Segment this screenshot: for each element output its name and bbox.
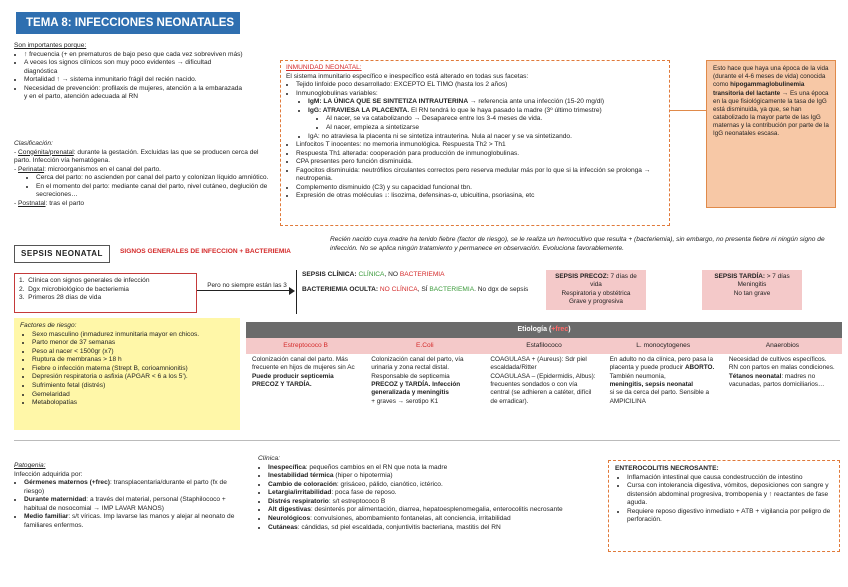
etio-col-header: L. monocytogenes — [636, 342, 691, 349]
riesgo-item: • Peso al nacer < 1500gr (x7) — [32, 348, 234, 357]
etio-text: También neumonía, — [609, 372, 666, 380]
riesgo-item: • Gemelaridad — [32, 391, 234, 400]
entero-heading: ENTEROCOLITIS NECROSANTE: — [615, 465, 719, 472]
section-divider — [14, 440, 840, 441]
sepsis-case: Recién nacido cuya madre ha tenido fiebre (factor de riesgo), se le realiza un hemocultivo que resulta + (bacteriemia), sin embargo, no presenta fiebre ni ningún signo de infección. No se aplica ningún tratamiento y permanece en observación. Evoluciona favorablemente. — [330, 236, 825, 252]
inmunidad-item: • Tejido linfoide poco desarrollado: EXCEPTO EL TIMO (hasta los 2 años) — [296, 81, 664, 90]
riesgo-box — [14, 318, 240, 430]
sepsis-signos: SIGNOS GENERALES DE INFECCION + BACTERIEMIA — [120, 248, 291, 255]
clinica-item: • Cambio de coloración: grisáceo, pálido, cianótico, ictérico. — [268, 481, 598, 490]
clinica-heading: Clínica: — [258, 455, 280, 462]
etio-text: Tétanos neonatal: madres no vacunadas, partos domiciliarios… — [728, 372, 825, 388]
etio-col — [723, 356, 842, 436]
etio-text: Necesidad de cultivos específicos. — [728, 356, 827, 363]
iga-item: • IgA: no atraviesa la placenta ni se sintetiza intrauterina. Nula al nacer y se va sintetizando. — [308, 133, 664, 142]
patogenia-item: • Durante maternidad: a través del material, personal (Staphilococo + habitual de nosocomial → IMP LAVAR MANOS) — [24, 496, 244, 513]
clinica-item: • Alt digestivas: desinterés por alimentación, diarrea, hepatoesplenomegalia, enterocolitis necrosante — [268, 506, 598, 515]
precoz-line: Grave y progresiva — [569, 297, 623, 305]
etio-col-header: Anaerobios — [765, 342, 800, 349]
patogenia-intro: Infección adquirida por: — [14, 470, 83, 478]
clasificacion-section — [14, 140, 276, 209]
etio-text: Puede producir septicemia PRECOZ Y TARDÍA. — [252, 372, 334, 388]
etio-col-header: Estafilococo — [526, 342, 562, 349]
etio-text: si se da cerca del parto. Sensible a AMPICILINA — [609, 389, 710, 405]
intro-item: • Mortalidad ↑ → sistema inmunitario frágil del recién nacido. — [24, 76, 244, 85]
page-title: TEMA 8: INFECCIONES NEONATALES — [16, 12, 240, 34]
clinica-item: • Cutáneas: cándidas, sd piel escaldada, conjuntivitis bacteriana, mastitis del RN — [268, 524, 598, 533]
clinica-item: • Distrés respiratorio: s/t estreptococo B — [268, 498, 598, 507]
etio-text: COAGULASA + (Aureus): Sdr piel escaldada/Ritter — [490, 356, 587, 372]
pero-label: Pero no siempre están las 3 — [205, 282, 289, 290]
riesgo-item: • Sufrimiento fetal (distrés) — [32, 382, 234, 391]
etio-text: meningitis, sepsis neonatal — [609, 380, 694, 388]
etiologia-columns — [246, 338, 842, 354]
sepsis-clinica: SEPSIS CLÍNICA: CLÍNICA, NO BACTERIEMIA — [302, 271, 445, 278]
clinica-item: • Inestabilidad térmica (hiper o hipotermia) — [268, 472, 598, 481]
igg-sub: • Al nacer, se va catabolizando → Desaparece entre los 3-4 meses de vida. — [326, 115, 664, 124]
clinica-item: • Inespecífica: pequeños cambios en el RN que nota la madre — [268, 464, 598, 473]
etio-col — [484, 356, 603, 436]
intro-item: • ↑ frecuencia (+ en prematuros de bajo peso que cada vez sobreviven más) — [24, 51, 244, 60]
intro-heading: Son importantes porque: — [14, 42, 87, 49]
tardia-line: No tan grave — [733, 289, 771, 297]
etiologia-body — [246, 356, 842, 436]
entero-item: • Requiere reposo digestivo inmediato + ATB + vigilancia por peligro de perforación. — [627, 508, 833, 525]
patogenia-heading: Patogenia: — [14, 462, 46, 469]
igg-sub: • Al nacer, empieza a sintetizarse — [326, 124, 664, 133]
criteria-item: 1. Clínica con signos generales de infección — [19, 277, 150, 284]
inmunidad-item: • Fagocitos disminuida: neutrófilos circulantes correctos pero reserva medular más por lo que si la infección se prolonga → neutropenia. — [296, 167, 664, 184]
inmunidad-item: • Expresión de otras moléculas ↓: lisozima, defensinas-α, ubicuitina, psoriasina, etc — [296, 192, 664, 201]
etio-text: Colonización canal del parto, vía urinaria y zona rectal distal. Responsable de septicemia — [371, 356, 464, 380]
riesgo-item: • Parto menor de 37 semanas — [32, 339, 234, 348]
etio-text: RN con partos en malas condiciones. — [728, 364, 835, 372]
entero-item: • Cursa con intolerancia digestiva, vómitos, deposiciones con sangre y distensión abdominal progresiva, trombopenia y ↑ reactantes de fase aguda. — [627, 482, 833, 508]
intro-item: • A veces los signos clínicos son muy poco evidentes → dificultad diagnóstica — [24, 59, 244, 76]
inmunidad-item: • Linfocitos T inocentes: no memoria inmunológica. Respuesta Th2 > Th1 — [296, 141, 664, 150]
bacteriemia-oculta: BACTERIEMIA OCULTA: NO CLÍNICA, SÍ BACTERIEMIA. No dgx de sepsis — [302, 285, 529, 293]
inmunidad-item: • Inmunoglobulinas variables: — [296, 90, 664, 99]
entero-item: • Inflamación intestinal que causa condestrucción de intestino — [627, 474, 833, 483]
tardia-title: SEPSIS TARDÍA: > 7 días — [714, 273, 790, 280]
inmunidad-heading: INMUNIDAD NEONATAL: — [286, 64, 362, 71]
etio-col-header: E.Coli — [416, 342, 434, 349]
precoz-line: Respiratoria y obstétrica — [561, 289, 631, 297]
riesgo-item: • Metabolopatías — [32, 399, 234, 408]
etio-text: En adulto no da clínica, pero pasa la placenta y puede producir ABORTO. — [609, 356, 715, 372]
criteria-item: 3. Primeros 28 días de vida — [19, 294, 102, 302]
patogenia-item: • Gérmenes maternos (+frec): transplacentaria/durante el parto (fx de riesgo) — [24, 479, 244, 496]
etio-col — [604, 356, 723, 436]
perinatal-sub: • Cerca del parto: no ascienden por canal del parto y colonizan líquido amniótico. — [36, 174, 276, 183]
clasificacion-perinatal: - Perinatal: microorganismos en el canal del parto. — [14, 165, 161, 173]
inmunidad-item: • Respuesta Th1 alterada: cooperación para producción de inmunoglobulinas. — [296, 150, 664, 159]
sepsis-title: SEPSIS NEONATAL — [14, 245, 110, 263]
arrow-right-icon — [289, 287, 295, 295]
etio-text: + graves → serotipo K1 — [371, 397, 439, 405]
etio-col — [246, 356, 365, 436]
precoz-title: SEPSIS PRECOZ: 7 días de vida — [555, 273, 637, 289]
clasificacion-congenita: - Congénita/prenatal: durante la gestación. Excluidas las que se producen cerca del parto. Infección vía hematógena. — [14, 148, 259, 165]
etio-col — [365, 356, 484, 436]
note-connector — [670, 110, 706, 111]
inmunidad-item: • Complemento disminuido (C3) y su capacidad funcional tbn. — [296, 184, 664, 193]
perinatal-sub: • En el momento del parto: mediante canal del parto, nivel cutáneo, deglución de secreciones… — [36, 183, 276, 200]
etiologia-header: Etiología ( +frec ) — [246, 322, 842, 338]
sepsis-tardia-box — [702, 270, 802, 310]
clasificacion-heading: Clasificación: — [14, 140, 53, 147]
sepsis-types — [296, 270, 536, 314]
inmunidad-item: • CPA presentes pero función disminuida. — [296, 158, 664, 167]
riesgo-item: • Depresión respiratoria o asfixia (APGAR < 6 a los 5'). — [32, 373, 234, 382]
riesgo-item: • Ruptura de membranas > 18 h — [32, 356, 234, 365]
clinica-item: • Neurológicos: convulsiones, abombamiento fontanelas, alt conciencia, irritabilidad — [268, 515, 598, 524]
sepsis-precoz-box — [546, 270, 646, 310]
criteria-item: 2. Dgx microbiológico de bacteriemia — [19, 285, 129, 293]
clinica-section — [258, 455, 598, 532]
etio-text: PRECOZ y TARDÍA. Infección generalizada y meningitis — [371, 380, 461, 397]
patogenia-section — [14, 462, 244, 531]
riesgo-item: • Fiebre o infección materna (Strept B, corioamnionitis) — [32, 365, 234, 374]
inmunidad-intro: El sistema inmunitario específico e inespecífico está alterado en todas sus facetas: — [286, 72, 529, 80]
riesgo-item: • Sexo masculino (inmadurez inmunitaria mayor en chicos. — [32, 331, 234, 340]
clasificacion-postnatal: - Postnatal: tras el parto — [14, 199, 85, 207]
etio-text: Colonización canal del parto. Más frecuente en hijos de mujeres sin Ac — [252, 356, 355, 372]
clinica-item: • Letargia/irritabilidad: poca fase de reposo. — [268, 489, 598, 498]
enterocolitis-box — [608, 460, 840, 552]
intro-item: • Necesidad de prevención: profilaxis de mujeres, atención a la embarazada y en el parto, atención adecuada al RN — [24, 85, 244, 102]
igg-item: • IgG: ATRAVIESA LA PLACENTA. El RN tendrá lo que le haya pasado la madre (3º último trimestre) — [308, 107, 664, 116]
etio-text: COAGULASA – (Epidermidis, Albus): frecuentes sondados o con vía central (se adhieren a catéter, difícil de erradicar). — [490, 372, 596, 405]
riesgo-heading: Factores de riesgo: — [20, 322, 77, 329]
inmunidad-box — [280, 60, 670, 226]
tardia-line: Meningitis — [737, 281, 767, 289]
patogenia-item: • Medio familiar: s/t víricas. Imp lavarse las manos y alejar al neonato de familiares enfermos. — [24, 513, 244, 530]
etio-col-header: Estreptococo B — [283, 342, 328, 349]
intro-section — [14, 42, 244, 102]
hipogamma-note: Esto hace que haya una época de la vida (durante el 4-6 meses de vida) conocida como hipogammaglobulinemia transitoria del lactante → Es una época en la que fisiológicamente la tasa de IgG está disminuida, ya que, se han catabolizado la mayor parte de las IgG maternas y la contribución por parte de la IgG neonatales escasa. — [706, 60, 836, 208]
igm-item: • IgM: LA ÚNICA QUE SE SINTETIZA INTRAUTERINA → referencia ante una infección (15-20 mg/dl) — [308, 98, 664, 107]
sepsis-criteria — [14, 273, 197, 313]
